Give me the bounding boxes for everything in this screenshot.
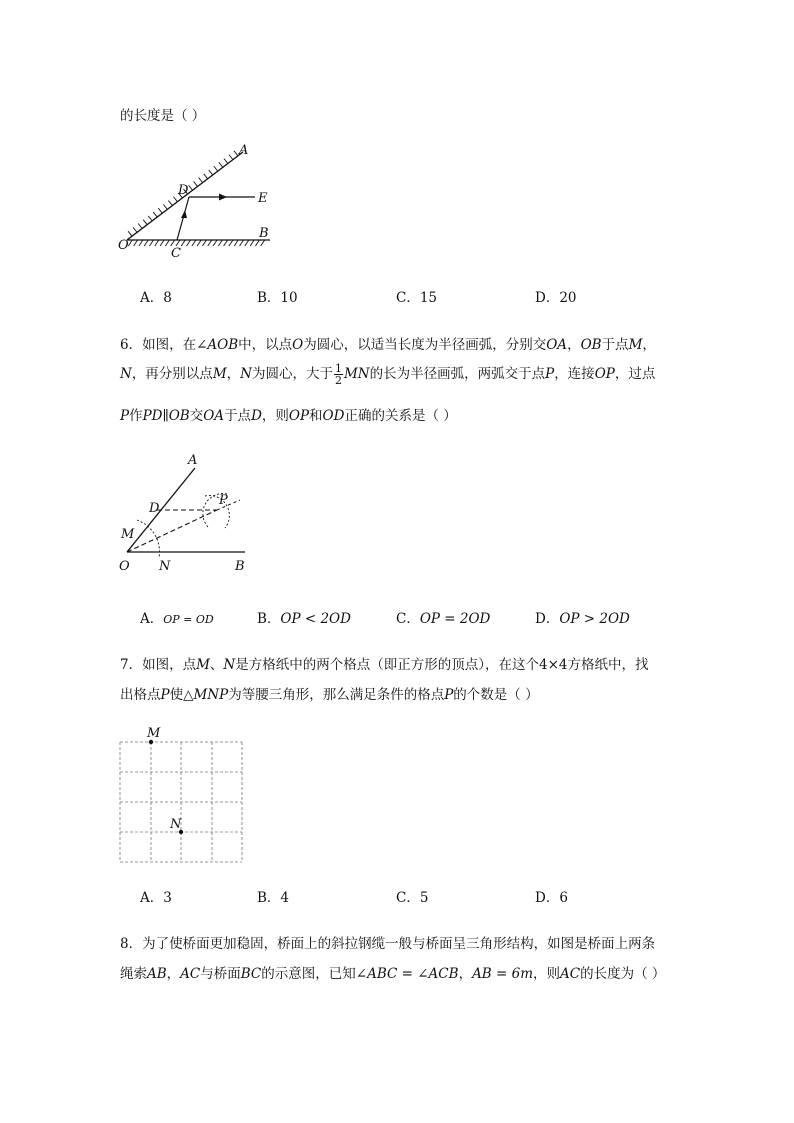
q6-label-P: P xyxy=(219,493,228,508)
q7-option-b[interactable]: B．4 xyxy=(257,890,290,906)
q5-option-a[interactable]: A．8 xyxy=(140,290,172,306)
q6-label-O: O xyxy=(119,559,130,574)
q6-line-1: 6．如图，在∠AOB中，以点O为圆心，以适当长度为半径画弧，分别交OA，OB于点M， xyxy=(120,337,656,353)
q7-option-d[interactable]: D．6 xyxy=(535,890,568,906)
q6-label-M: M xyxy=(121,527,135,542)
q8-line-1: 8．为了使桥面更加稳固，桥面上的斜拉钢缆一般与桥面呈三角形结构，如图是桥面上两条 xyxy=(120,936,656,952)
q5-tail-text: 的长度是（ ） xyxy=(120,108,206,124)
q5-label-E: E xyxy=(258,191,268,206)
q6-option-a[interactable]: A．OP = OD xyxy=(140,611,214,627)
q5-option-b[interactable]: B．10 xyxy=(257,290,298,306)
q6-option-c[interactable]: C．OP = 2OD xyxy=(396,611,491,627)
q7-option-c[interactable]: C．5 xyxy=(396,890,429,906)
q6-label-N: N xyxy=(159,559,171,574)
q6-label-A: A xyxy=(188,453,198,468)
q7-line-1: 7．如图，点M、N是方格纸中的两个格点（即正方形的顶点），在这个4×4方格纸中，找 xyxy=(120,657,649,673)
q6-option-d[interactable]: D．OP > 2OD xyxy=(535,611,630,627)
q7-option-a[interactable]: A．3 xyxy=(140,890,172,906)
q5-figure xyxy=(115,140,285,265)
q8-line-2: 绳索AB，AC与桥面BC的示意图，已知∠ABC = ∠ACB，AB = 6m，则AC的长度为（ ） xyxy=(120,966,666,982)
q5-option-d[interactable]: D．20 xyxy=(535,290,577,306)
q7-grid-figure xyxy=(115,722,255,867)
q6-label-D: D xyxy=(149,501,160,516)
q5-label-D: D xyxy=(178,183,189,198)
q6-label-B: B xyxy=(235,559,245,574)
q5-label-B: B xyxy=(259,226,269,241)
q6-line-2: N，再分别以点M，N为圆心，大于 $\frac{1}{2}$ MN的长为半径画弧，两弧交于点P，连接OP，过点 xyxy=(120,362,656,387)
q5-label-A: A xyxy=(239,143,249,158)
q5-option-c[interactable]: C．15 xyxy=(396,290,438,306)
q7-label-N: N xyxy=(170,817,182,832)
q5-label-C: C xyxy=(171,246,181,261)
q6-figure xyxy=(115,448,265,578)
q5-label-O: O xyxy=(118,238,129,253)
q7-label-M: M xyxy=(147,726,161,741)
q6-fraction: $\frac{1}{2}$ xyxy=(334,362,342,387)
q6-line-3: P作PD∥OB交OA于点D，则OP和OD正确的关系是（ ） xyxy=(120,408,457,424)
q7-line-2: 出格点P使△MNP为等腰三角形，那么满足条件的格点P的个数是（ ） xyxy=(120,687,539,703)
q6-option-b[interactable]: B．OP < 2OD xyxy=(257,611,351,627)
